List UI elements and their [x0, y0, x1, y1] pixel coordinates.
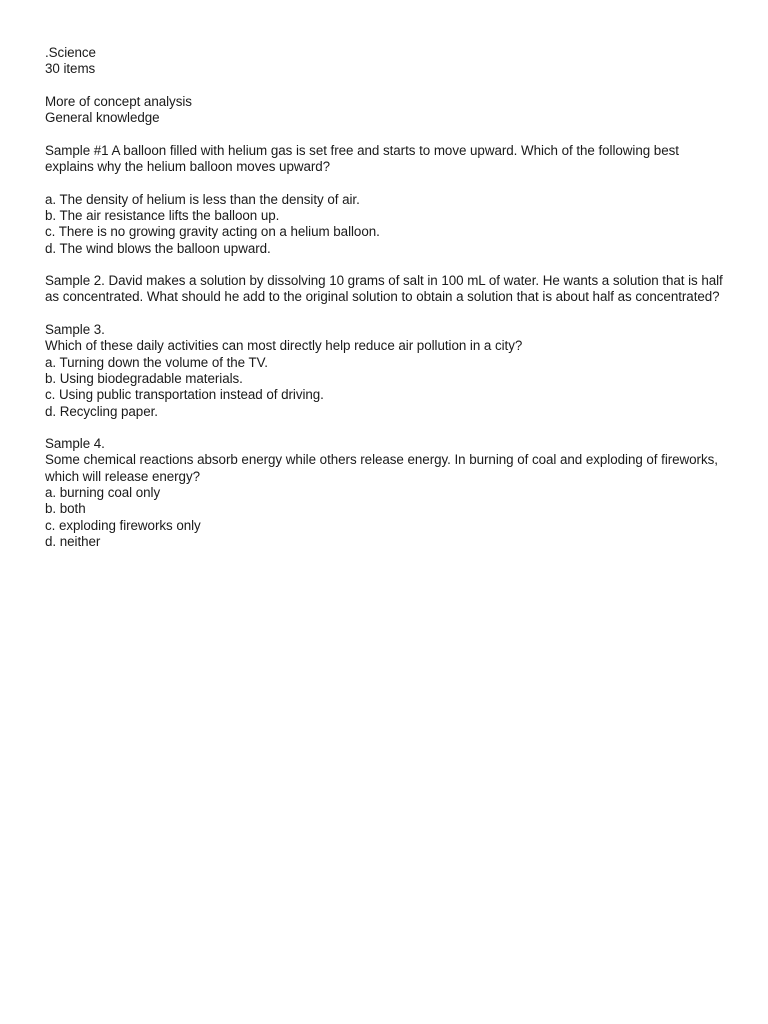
- sample-1-choices: [45, 192, 725, 257]
- choice-item: c. There is no growing gravity acting on a helium balloon.: [45, 224, 380, 240]
- choice-item: a. burning coal only: [45, 485, 161, 501]
- item-count-line: 30 items: [45, 61, 96, 77]
- choice-item: d. The wind blows the balloon upward.: [45, 240, 271, 256]
- sample-2-question-text: Sample 2. David makes a solution by dissolving 10 grams of salt in 100 mL of water. He wants a solution that is half as concentrated. What should he add to the original solution to obtain a solution that is about half as concentrated?: [45, 273, 723, 305]
- focus-line-1: More of concept analysis: [45, 93, 192, 109]
- choice-item: a. Turning down the volume of the TV.: [45, 354, 268, 370]
- focus-block: [45, 94, 725, 127]
- choice-item: c. Using public transportation instead of driving.: [45, 387, 324, 403]
- choice-item: d. Recycling paper.: [45, 403, 158, 419]
- subject-line: .Science: [45, 45, 96, 60]
- sample-2-question: [45, 273, 725, 306]
- sample-4-title: Sample 4.: [45, 436, 105, 452]
- focus-line-2: General knowledge: [45, 110, 160, 126]
- sample-3: [45, 322, 725, 420]
- choice-item: a. The density of helium is less than the density of air.: [45, 191, 360, 207]
- header-block: [45, 45, 725, 78]
- choice-item: b. Using biodegradable materials.: [45, 370, 243, 386]
- sample-4: [45, 436, 725, 550]
- sample-3-question-text: Which of these daily activities can most directly help reduce air pollution in a city?: [45, 338, 523, 354]
- choice-item: b. The air resistance lifts the balloon up.: [45, 207, 280, 223]
- sample-4-question-text: Some chemical reactions absorb energy while others release energy. In burning of coal and exploding of fireworks, which will release energy?: [45, 452, 718, 484]
- choice-item: b. both: [45, 501, 86, 517]
- sample-1-question: [45, 143, 725, 176]
- choice-item: c. exploding fireworks only: [45, 517, 201, 533]
- document-content: [45, 45, 725, 567]
- sample-1-question-text: Sample #1 A balloon filled with helium gas is set free and starts to move upward. Which of the following best explains why the helium balloon moves upward?: [45, 142, 679, 175]
- choice-item: d. neither: [45, 533, 101, 549]
- sample-3-title: Sample 3.: [45, 322, 105, 338]
